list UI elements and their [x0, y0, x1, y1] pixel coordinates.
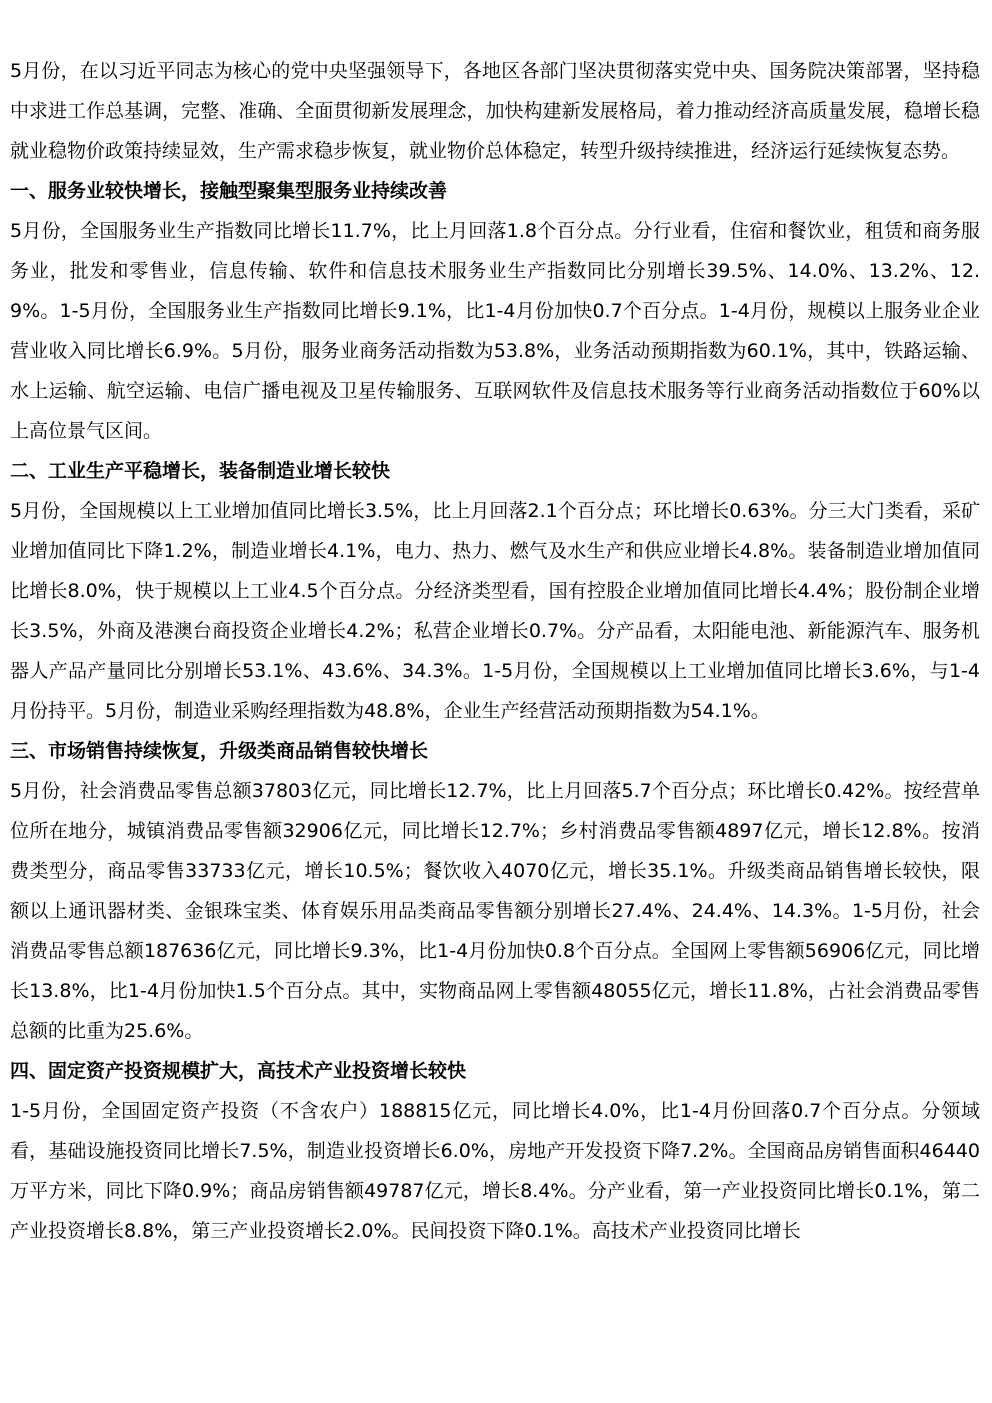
services-paragraph: 5月份，全国服务业生产指数同比增长11.7%，比上月回落1.8个百分点。分行业看，住宿和餐饮业，租赁和商务服务业，批发和零售业，信息传输、软件和信息技术服务业生产指数同比分别增长39.5%、14.0%、13.2%、12.9%。1-5月份，全国服务业生产指数同比增长9.1%，比1-4月份加快0.7个百分点。1-4月份，规模以上服务业企业营业收入同比增长6.9%。5月份，服务业商务活动指数为53.8%，业务活动预期指数为60.1%，其中，铁路运输、水上运输、航空运输、电信广播电视及卫星传输服务、互联网软件及信息技术服务等行业商务活动指数位于60%以上高位景气区间。 — [10, 220, 980, 442]
section-heading-services: 一、服务业较快增长，接触型聚集型服务业持续改善 — [10, 180, 448, 202]
intro-paragraph: 5月份，在以习近平同志为核心的党中央坚强领导下，各地区各部门坚决贯彻落实党中央、国务院决策部署，坚持稳中求进工作总基调，完整、准确、全面贯彻新发展理念，加快构建新发展格局，着力推动经济高质量发展，稳增长稳就业稳物价政策持续显效，生产需求稳步恢复，就业物价总体稳定，转型升级持续推进，经济运行延续恢复态势。 — [10, 60, 980, 162]
section-heading-industry: 二、工业生产平稳增长，装备制造业增长较快 — [10, 460, 391, 482]
investment-paragraph: 1-5月份，全国固定资产投资（不含农户）188815亿元，同比增长4.0%，比1-4月份回落0.7个百分点。分领域看，基础设施投资同比增长7.5%，制造业投资增长6.0%，房地产开发投资下降7.2%。全国商品房销售面积46440万平方米，同比下降0.9%；商品房销售额49787亿元，增长8.4%。分产业看，第一产业投资同比增长0.1%，第二产业投资增长8.8%，第三产业投资增长2.0%。民间投资下降0.1%。高技术产业投资同比增长 — [10, 1100, 980, 1242]
retail-paragraph: 5月份，社会消费品零售总额37803亿元，同比增长12.7%，比上月回落5.7个百分点；环比增长0.42%。按经营单位所在地分，城镇消费品零售额32906亿元，同比增长12.7%；乡村消费品零售额4897亿元，增长12.8%。按消费类型分，商品零售33733亿元，增长10.5%；餐饮收入4070亿元，增长35.1%。升级类商品销售增长较快，限额以上通讯器材类、金银珠宝类、体育娱乐用品类商品零售额分别增长27.4%、24.4%、14.3%。1-5月份，社会消费品零售总额187636亿元，同比增长9.3%，比1-4月份加快0.8个百分点。全国网上零售额56906亿元，同比增长13.8%，比1-4月份加快1.5个百分点。其中，实物商品网上零售额48055亿元，增长11.8%，占社会消费品零售总额的比重为25.6%。 — [10, 780, 980, 1042]
industry-paragraph: 5月份，全国规模以上工业增加值同比增长3.5%，比上月回落2.1个百分点；环比增长0.63%。分三大门类看，采矿业增加值同比下降1.2%，制造业增长4.1%，电力、热力、燃气及水生产和供应业增长4.8%。装备制造业增加值同比增长8.0%，快于规模以上工业4.5个百分点。分经济类型看，国有控股企业增加值同比增长4.4%；股份制企业增长3.5%，外商及港澳台商投资企业增长4.2%；私营企业增长0.7%。分产品看，太阳能电池、新能源汽车、服务机器人产品产量同比分别增长53.1%、43.6%、34.3%。1-5月份，全国规模以上工业增加值同比增长3.6%，与1-4月份持平。5月份，制造业采购经理指数为48.8%，企业生产经营活动预期指数为54.1%。 — [10, 500, 980, 722]
section-heading-investment: 四、固定资产投资规模扩大，高技术产业投资增长较快 — [10, 1060, 467, 1082]
section-heading-retail: 三、市场销售持续恢复，升级类商品销售较快增长 — [10, 740, 429, 762]
